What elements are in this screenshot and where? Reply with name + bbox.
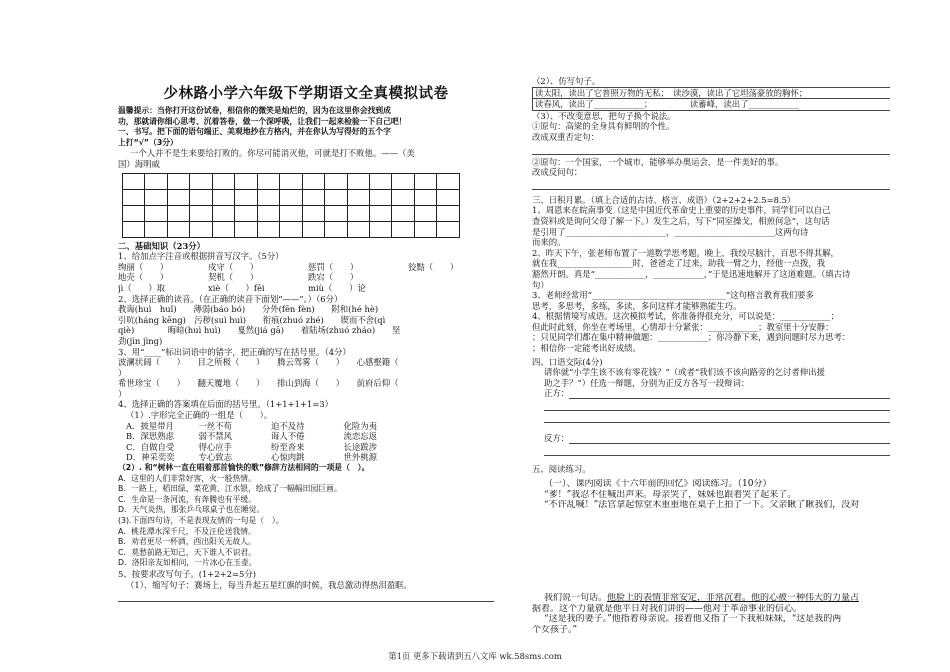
- grid-cell[interactable]: [190, 221, 212, 237]
- pro-side-label: 正方：: [544, 388, 570, 399]
- q1-row-3: jì（ ）取 xiè（ ）fēi miù（ ）论: [118, 282, 366, 293]
- q1-row-2: 地壳（ ） 契机（ ） 跌宕（ ）: [118, 272, 359, 283]
- grid-cell[interactable]: [145, 205, 167, 221]
- grid-row: [123, 173, 460, 189]
- q5-1: （1）、缩写句子：赛场上，每当升起五星红旗的时候，我总激动得热泪盈眶。: [126, 579, 412, 590]
- grid-cell[interactable]: [123, 173, 145, 189]
- q4-sub3-option: A．桃花潭水深千尺，不及汪伦送我情。: [118, 526, 256, 536]
- s4-line: 请你就“小学生该不该有零花钱？”（或者“我们该不该向路旁的乞讨者伸出援: [544, 367, 825, 378]
- grid-cell[interactable]: [392, 221, 414, 237]
- grid-cell[interactable]: [392, 205, 414, 221]
- r2-title: （2）、仿写句子。: [532, 76, 601, 86]
- answer-line[interactable]: [118, 592, 494, 602]
- s3-2-line: 就在我__________________时，爸爸走了过来，助我一臂之力，经他一点拨，我: [532, 258, 826, 269]
- con-side-row: [532, 433, 890, 444]
- s3-1-line: 查资料或是询问父母了解一下。）发生之后，写下“同室操戈，相煎何急”，这句话: [532, 215, 830, 226]
- grid-cell[interactable]: [123, 221, 145, 237]
- s3-4-line: 4、根据情境写成语。这次模拟考试，你准备得很充分，可以说是：____________；: [532, 311, 839, 322]
- grid-cell[interactable]: [302, 173, 324, 189]
- s3-4-line: ；相信你一定能考出好成绩。: [532, 343, 641, 354]
- r3-item-2-task: 改成反问句：: [532, 167, 583, 178]
- answer-line[interactable]: [544, 413, 890, 423]
- grid-cell[interactable]: [347, 205, 369, 221]
- s5-para: “这是我的妻子。”他指着母亲说。接着他又指了一下我和妹妹，“这是我的两: [544, 614, 842, 625]
- grid-cell[interactable]: [167, 221, 189, 237]
- s3-1-line: 而来的。: [532, 237, 566, 248]
- grid-cell[interactable]: [347, 173, 369, 189]
- q4-title: 4、选择正确的答案填在后面的括号里。（1+1+1+1=3）: [118, 399, 333, 410]
- grid-cell[interactable]: [257, 221, 279, 237]
- q4-sub2-option: B．一路上，稻田绿、菜花黄、江水银，绘成了一幅幅田园巨画。: [118, 484, 342, 494]
- grid-cell[interactable]: [257, 205, 279, 221]
- grid-cell[interactable]: [414, 189, 436, 205]
- grid-cell[interactable]: [212, 221, 234, 237]
- r3-item-2: ②原句：一个国家，一个城市，能够举办奥运会，是一件美好的事。: [532, 156, 784, 167]
- grid-cell[interactable]: [302, 205, 324, 221]
- q3-line: ）: [118, 367, 127, 378]
- grid-cell[interactable]: [302, 221, 324, 237]
- grid-cell[interactable]: [190, 189, 212, 205]
- r3-item-1-task: 改成双重否定句：: [532, 131, 599, 142]
- answer-line[interactable]: [532, 180, 890, 190]
- q5-title: 5、按要求改写句子。(1+2+2=5分): [118, 568, 256, 579]
- s3-2-line: 豁然开朗。真是“____________，____________，”于是迅速地解开了这道难题。（填古诗: [532, 268, 851, 279]
- grid-cell[interactable]: [190, 173, 212, 189]
- grid-cell[interactable]: [235, 205, 257, 221]
- section-1-title-cont: 上打“√”（3分）: [118, 137, 178, 147]
- grid-cell[interactable]: [347, 189, 369, 205]
- r3-item-1: ①原句：高梁的全身具有鲜明的个性。: [532, 121, 675, 132]
- page-footer: 第1页 更多下载请到五八文库 wk.58sms.com: [388, 651, 562, 661]
- writing-grid[interactable]: [122, 173, 460, 238]
- quote-line-1: 一个人并不是生来要给打败的。你尽可能消灭他，可就是打不败他。——（美: [130, 148, 415, 159]
- s4-line: 助之手？”）任选一辩题，分别为正反方各写一段辩词：: [544, 377, 750, 388]
- grid-cell[interactable]: [414, 221, 436, 237]
- answer-line[interactable]: [544, 401, 890, 411]
- grid-cell[interactable]: [437, 221, 460, 237]
- tip-line-2: 功，那就请你细心思考、沉着答卷，做一个深呼吸，让我们一起来检验一下自己吧！: [118, 116, 407, 126]
- grid-cell[interactable]: [369, 189, 391, 205]
- q4-sub2-option: A．这里的人们非常好客，火一般热情。: [118, 473, 256, 483]
- grid-cell[interactable]: [145, 189, 167, 205]
- grid-cell[interactable]: [325, 173, 347, 189]
- pro-side-row: [532, 388, 890, 399]
- section-1-title: 一、书写。把下面的语句端正、美观地抄在方格内，并在你认为写得好的五个字: [118, 127, 391, 137]
- grid-cell[interactable]: [280, 205, 302, 221]
- q4-choice-row: D．神采奕奕 专心致志 心惊肉跳 世外桃源: [126, 452, 377, 463]
- s5-para: “不许乱喊！”法官拿起惊堂木重重地在桌子上拍了一下。父亲瞅了瞅我们，没对: [544, 500, 860, 511]
- q3-line: 希世珍宝（ ） 翻天覆地（ ） 排山到海（ ） 前府后仰（: [118, 378, 399, 389]
- grid-cell[interactable]: [437, 189, 460, 205]
- grid-cell[interactable]: [212, 189, 234, 205]
- grid-row: [123, 189, 460, 205]
- exam-title: 少林路小学六年级下学期语文全真模拟试卷: [163, 86, 449, 102]
- q4-sub2-option: D．天气炎热，那张乒乓球桌子也在睡觉。: [118, 505, 265, 515]
- grid-cell[interactable]: [325, 189, 347, 205]
- grid-row: [123, 205, 460, 221]
- grid-cell[interactable]: [212, 205, 234, 221]
- s3-2-line: 2、昨天下午，张老师布置了一道数学思考题。晚上，我绞尽脑汁，百思不得其解，: [532, 247, 839, 258]
- grid-row: [123, 221, 460, 237]
- grid-cell[interactable]: [167, 173, 189, 189]
- grid-cell[interactable]: [392, 189, 414, 205]
- s3-4-line: ；只见同学们都在集中精神做题：____________；你冷静下来，遇到问题时尽力思考：: [532, 332, 851, 343]
- s3-3-line: 思考，多思考，多练，多读，多问这样才能够熟能生巧。: [532, 300, 742, 311]
- grid-cell[interactable]: [257, 189, 279, 205]
- grid-cell[interactable]: [437, 205, 460, 221]
- grid-cell[interactable]: [212, 173, 234, 189]
- q4-sub3-option: C．莫愁前路无知己，天下谁人不识君。: [118, 547, 256, 557]
- q4-choice-row: A．披星带月 一丝不苟 迫不及待 化险为夷: [126, 420, 377, 431]
- grid-cell[interactable]: [123, 189, 145, 205]
- right-column: [532, 76, 890, 635]
- answer-line[interactable]: [532, 145, 890, 155]
- q1-title: 1、给加点字注音或根据拼音写汉字。（5分）: [118, 251, 284, 262]
- r2-model-line-2: 读春风，读出了____________； 读蓄峰，读出了____________: [532, 99, 890, 111]
- q4-sub2-option: C．生命是一条河流，有奔腾也有平缓。: [118, 494, 256, 504]
- s3-1-line: 是引用了________________________，________________________这两句诗: [532, 226, 809, 237]
- grid-cell[interactable]: [437, 173, 460, 189]
- grid-cell[interactable]: [325, 205, 347, 221]
- s3-3-line: 3、老师经常用“________________________________”这句格言教育我们要多: [532, 290, 814, 301]
- left-column: [118, 76, 494, 604]
- section-5-title: 五、阅读练习。: [532, 463, 591, 474]
- grid-cell[interactable]: [145, 173, 167, 189]
- q3-title: 3、用“____”标出词语中的错字，把正确的写在括号里。（4分）: [118, 346, 351, 357]
- r2-model-line-1: 读太阳，读出了它普照万物的无私； 读沙漠，读出了它坦荡豪放的胸怀；: [532, 87, 890, 100]
- section-2-title: 二、基础知识（23分）: [118, 240, 206, 251]
- grid-cell[interactable]: [369, 221, 391, 237]
- grid-cell[interactable]: [325, 221, 347, 237]
- r3-title: （3）、不改变意思，把句子换个说法。: [532, 110, 676, 121]
- grid-cell[interactable]: [123, 205, 145, 221]
- q4-sub3: (3).下面四句诗，不是表现友情的一句是（ ）。: [118, 516, 284, 525]
- grid-cell[interactable]: [414, 205, 436, 221]
- s5-para: 据着。这个力量就是他平日对我们讲的——他对于革命事业的信心。: [532, 603, 803, 614]
- q1-row-1: 绚丽（ ） 戍守（ ） 惩罚（ ） 狡黠（ ）: [118, 261, 459, 272]
- section-3-title: 三、日积月累。（填上合适的古诗、格言、成语）（2+2+2+2.5=8.5）: [532, 194, 796, 205]
- grid-cell[interactable]: [369, 173, 391, 189]
- pro-side-input[interactable]: [569, 389, 890, 399]
- q3-line: 波澜状阔（ ） 目之所极（ ） 腾云驾雾（ ） 心感壑籍（: [118, 357, 399, 368]
- grid-cell[interactable]: [280, 173, 302, 189]
- s5-para-underlined: 我们说一句话。他脸上的表情非常安定，非常沉着。他的心被一种伟大的力量占: [544, 593, 860, 603]
- grid-cell[interactable]: [145, 221, 167, 237]
- grid-cell[interactable]: [167, 205, 189, 221]
- s3-4-line: 但此时此刻，你坐在考场里，心情却十分紧张：____________；教室里十分安静：: [532, 321, 834, 332]
- q3-line: ）: [118, 388, 127, 399]
- tip-line-1: 温馨提示：当你打开这份试卷，相信你的微笑是灿烂的，因为在这里你会找到成: [118, 106, 391, 115]
- q4-sub3-option: D．洛阳亲友如相问，一片冰心在玉壶。: [118, 558, 257, 568]
- q2-title: 2、选择正确的读音。（在正确的读音下面划“——”。）（6分）: [118, 293, 343, 304]
- q4-sub2: （2）. 和“树林一直在唱着那首愉快的歌”修辞方法相同的一项是（ ）。: [118, 463, 370, 473]
- q2-line: 教诲(huì huǐ) 薄弱(báo bó) 分外(fēn fèn) 附和(hé hè): [118, 304, 379, 315]
- q2-line: qiè) 晦暗(huì huì) 戛然(jiá gā) 着陆场(zhuó zháo) 坚: [118, 325, 401, 336]
- grid-cell[interactable]: [414, 173, 436, 189]
- quote-line-2: 国）海明威: [118, 158, 160, 169]
- grid-cell[interactable]: [235, 221, 257, 237]
- answer-line[interactable]: [544, 446, 890, 456]
- grid-cell[interactable]: [392, 173, 414, 189]
- grid-cell[interactable]: [280, 189, 302, 205]
- grid-cell[interactable]: [280, 221, 302, 237]
- grid-cell[interactable]: [235, 189, 257, 205]
- section-4-title: 四、口语交际(4分): [532, 356, 603, 367]
- q4-choice-row: C．自做自受 得心应手 纷至沓来 长途跋涉: [126, 441, 377, 452]
- con-side-input[interactable]: [569, 434, 890, 444]
- grid-cell[interactable]: [167, 189, 189, 205]
- q4-sub1: （1）.字形完全正确的一组是（ ）。: [126, 410, 273, 421]
- s5-subtitle: （一）、课内阅读《十六年前的回忆》阅读练习。（10分）: [544, 479, 772, 490]
- q2-line: 劲(jìn jìng): [118, 335, 163, 346]
- grid-cell[interactable]: [302, 189, 324, 205]
- s3-1-line: 1、周恩来在皖南事变（这是中国近代革命史上重要的历史事件，同学们可以自己: [532, 205, 831, 216]
- grid-cell[interactable]: [235, 173, 257, 189]
- s5-para: 个女孩子。”: [532, 624, 578, 635]
- s5-para: “爹！”我忍不住喊出声来。母亲哭了，妹妹也跟着哭了起来了。: [544, 489, 797, 500]
- q4-choice-row: B．深思熟虑 弱不禁风 诲人不倦 流恋忘返: [126, 431, 377, 442]
- grid-cell[interactable]: [347, 221, 369, 237]
- grid-cell[interactable]: [190, 205, 212, 221]
- q2-line: 引吭(háng kēng) 污秽(suì huì) 衔痕(zhuó zhé) 锲而不舍(qì: [118, 314, 386, 325]
- con-side-label: 反方：: [544, 433, 570, 444]
- q4-sub3-option: B．劝君更尽一杯酒，西出阳关无故人。: [118, 537, 256, 547]
- s3-2-line: 句）: [532, 279, 549, 290]
- grid-cell[interactable]: [369, 205, 391, 221]
- grid-cell[interactable]: [257, 173, 279, 189]
